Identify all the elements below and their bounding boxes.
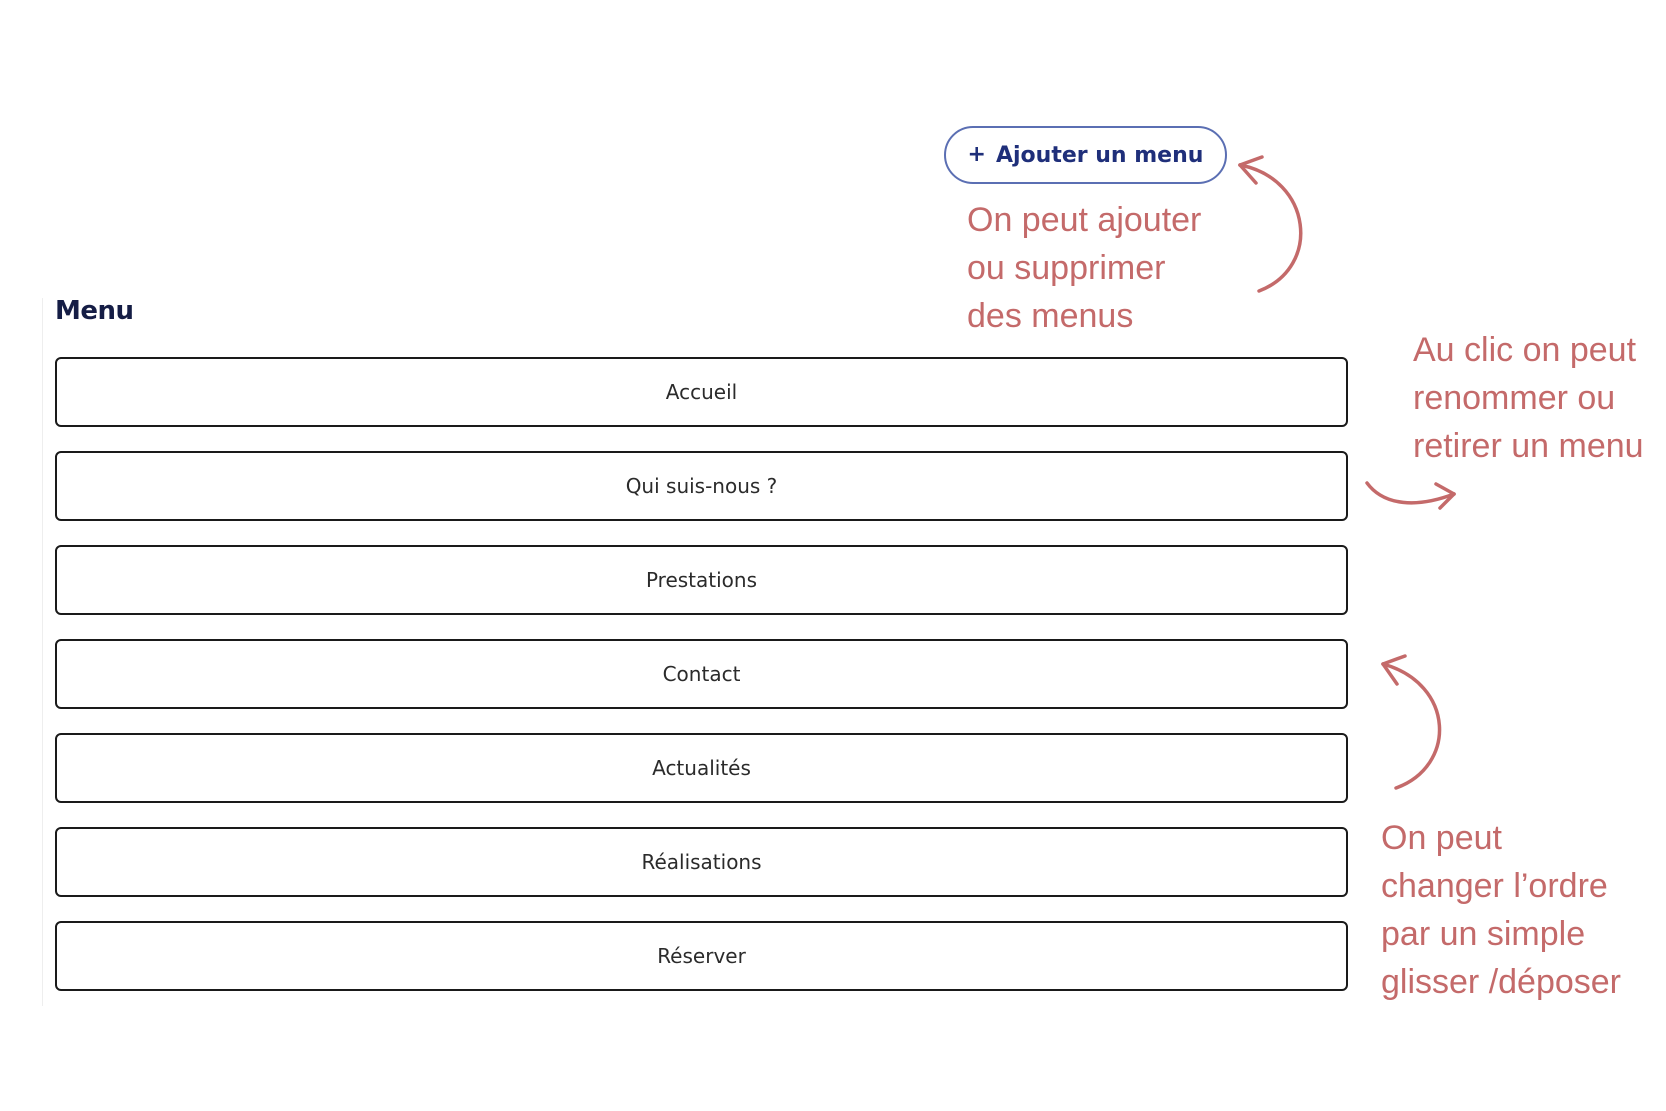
menu-item-contact[interactable]: Contact (55, 639, 1348, 709)
menu-item-accueil[interactable]: Accueil (55, 357, 1348, 427)
annotation-line: renommer ou (1413, 379, 1616, 417)
menu-item-reserver[interactable]: Réserver (55, 921, 1348, 991)
annotation-line: ou supprimer (967, 249, 1166, 287)
add-menu-label: Ajouter un menu (995, 142, 1204, 168)
menu-title: Menu (55, 296, 134, 326)
annotation-line: par un simple (1381, 915, 1586, 953)
annotation-line: des menus (967, 297, 1134, 335)
curved-arrow-icon (1375, 650, 1455, 800)
annotation-line: retirer un menu (1413, 427, 1644, 465)
annotation-line: On peut ajouter (967, 201, 1202, 239)
plus-icon: + (967, 142, 986, 167)
curved-arrow-icon (1230, 155, 1310, 295)
add-menu-button[interactable] (944, 126, 1227, 184)
curved-arrow-icon (1362, 470, 1462, 520)
annotation-line: On peut (1381, 819, 1502, 857)
annotation-line: changer l’ordre (1381, 867, 1608, 905)
menu-item-qui-suis-nous[interactable]: Qui suis-nous ? (55, 451, 1348, 521)
menu-list (55, 357, 1348, 1015)
annotation-line: Au clic on peut (1413, 331, 1637, 369)
annotation-rename-remove (1413, 326, 1644, 470)
menu-item-prestations[interactable]: Prestations (55, 545, 1348, 615)
menu-item-realisations[interactable]: Réalisations (55, 827, 1348, 897)
annotation-reorder (1381, 814, 1621, 1006)
annotation-add-remove (967, 196, 1201, 340)
menu-item-actualites[interactable]: Actualités (55, 733, 1348, 803)
annotation-line: glisser /déposer (1381, 963, 1622, 1001)
